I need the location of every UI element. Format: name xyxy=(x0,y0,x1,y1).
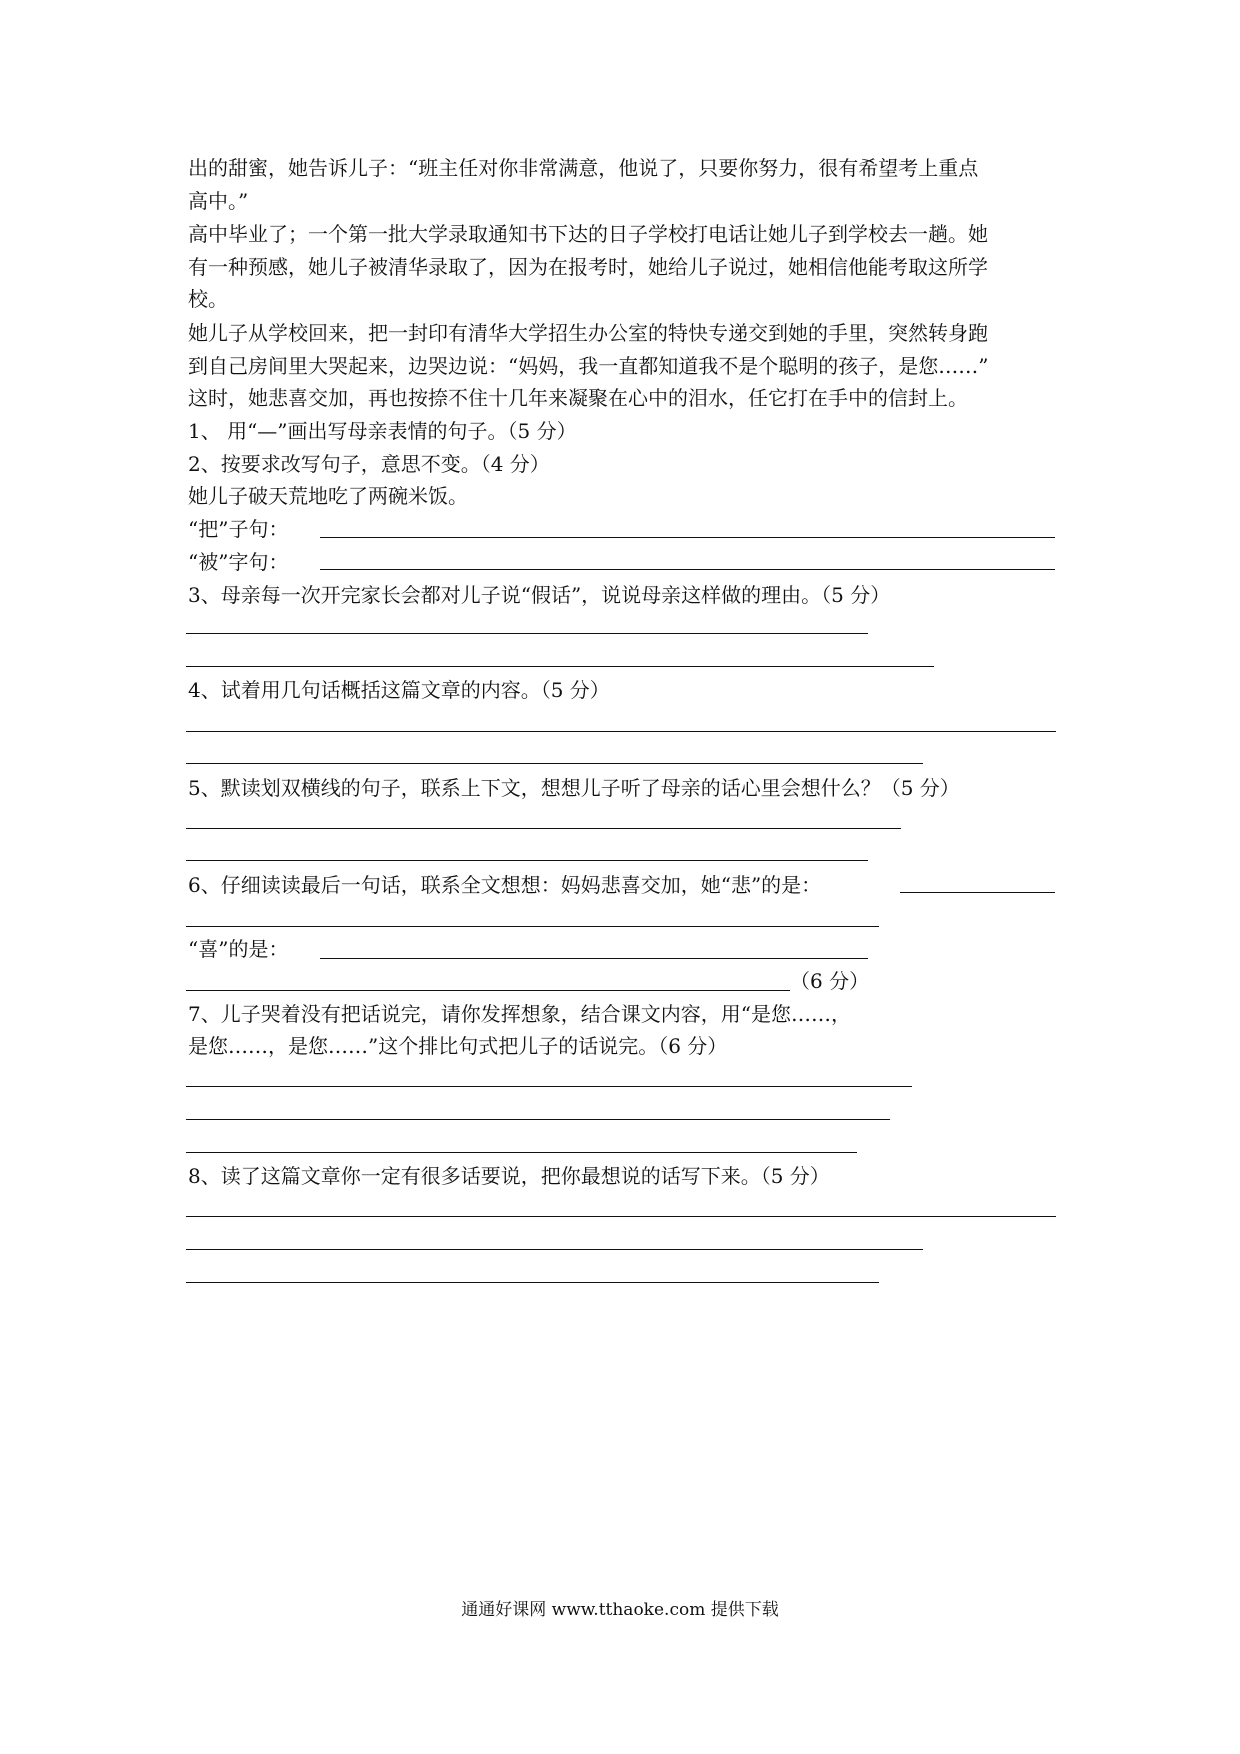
answer-line-q7-3[interactable] xyxy=(186,1152,857,1153)
question-6-score: （6 分） xyxy=(790,969,870,993)
answer-line-q8-2[interactable] xyxy=(186,1249,923,1250)
question-6-xi-label: “喜”的是： xyxy=(188,937,289,961)
question-7-line-2: 是您……，是您……”这个排比句式把儿子的话说完。（6 分） xyxy=(188,1034,728,1058)
passage-line-8: 这时，她悲喜交加，再也按捺不住十几年来凝聚在心中的泪水，任它打在手中的信封上。 xyxy=(188,386,968,410)
answer-line-q6-xi-1[interactable] xyxy=(320,958,868,959)
passage-line-4: 有一种预感，她儿子被清华录取了，因为在报考时，她给儿子说过，她相信他能考取这所学 xyxy=(188,255,988,279)
answer-line-q7-1[interactable] xyxy=(186,1086,912,1087)
answer-line-q4-2[interactable] xyxy=(186,763,923,764)
question-4: 4、试着用几句话概括这篇文章的内容。（5 分） xyxy=(188,678,610,702)
passage-line-7: 到自己房间里大哭起来，边哭边说：“妈妈，我一直都知道我不是个聪明的孩子，是您……” xyxy=(188,354,989,378)
passage-line-6: 她儿子从学校回来，把一封印有清华大学招生办公室的特快专递交到她的手里，突然转身跑 xyxy=(188,321,988,345)
question-6: 6、仔细读读最后一句话，联系全文想想：妈妈悲喜交加，她“悲”的是： xyxy=(188,873,822,897)
answer-line-q3-1[interactable] xyxy=(186,633,868,634)
answer-line-bei[interactable] xyxy=(320,569,1055,570)
passage-line-5: 校。 xyxy=(188,287,228,311)
answer-line-ba[interactable] xyxy=(320,537,1055,538)
passage-line-2: 高中。” xyxy=(188,189,249,213)
answer-line-q6-xi-2[interactable] xyxy=(186,990,790,991)
passage-line-1: 出的甜蜜，她告诉儿子：“班主任对你非常满意，他说了，只要你努力，很有希望考上重点 xyxy=(188,156,979,180)
question-2-ba-label: “把”子句： xyxy=(188,517,289,541)
answer-line-q6-bei-2[interactable] xyxy=(186,926,879,927)
answer-line-q8-3[interactable] xyxy=(186,1282,879,1283)
question-7-line-1: 7、儿子哭着没有把话说完，请你发挥想象，结合课文内容，用“是您……， xyxy=(188,1002,851,1026)
question-3: 3、母亲每一次开完家长会都对儿子说“假话”，说说母亲这样做的理由。（5 分） xyxy=(188,583,891,607)
question-1: 1、 用“—”画出写母亲表情的句子。（5 分） xyxy=(188,419,577,443)
question-8: 8、读了这篇文章你一定有很多话要说，把你最想说的话写下来。（5 分） xyxy=(188,1164,830,1188)
question-2-sentence: 她儿子破天荒地吃了两碗米饭。 xyxy=(188,484,468,508)
passage-line-3: 高中毕业了；一个第一批大学录取通知书下达的日子学校打电话让她儿子到学校去一趟。她 xyxy=(188,222,988,246)
question-2: 2、按要求改写句子，意思不变。（4 分） xyxy=(188,452,550,476)
answer-line-q4-1[interactable] xyxy=(186,731,1056,732)
answer-line-q3-2[interactable] xyxy=(186,666,934,667)
page-footer: 通通好课网 www.tthaoke.com 提供下载 xyxy=(461,1600,779,1620)
answer-line-q7-2[interactable] xyxy=(186,1119,890,1120)
answer-line-q5-1[interactable] xyxy=(186,828,901,829)
answer-line-q6-bei-1[interactable] xyxy=(900,892,1055,893)
question-5: 5、默读划双横线的句子，联系上下文，想想儿子听了母亲的话心里会想什么？（5 分） xyxy=(188,776,960,800)
answer-line-q8-1[interactable] xyxy=(186,1216,1056,1217)
answer-line-q5-2[interactable] xyxy=(186,860,868,861)
question-2-bei-label: “被”字句： xyxy=(188,550,289,574)
